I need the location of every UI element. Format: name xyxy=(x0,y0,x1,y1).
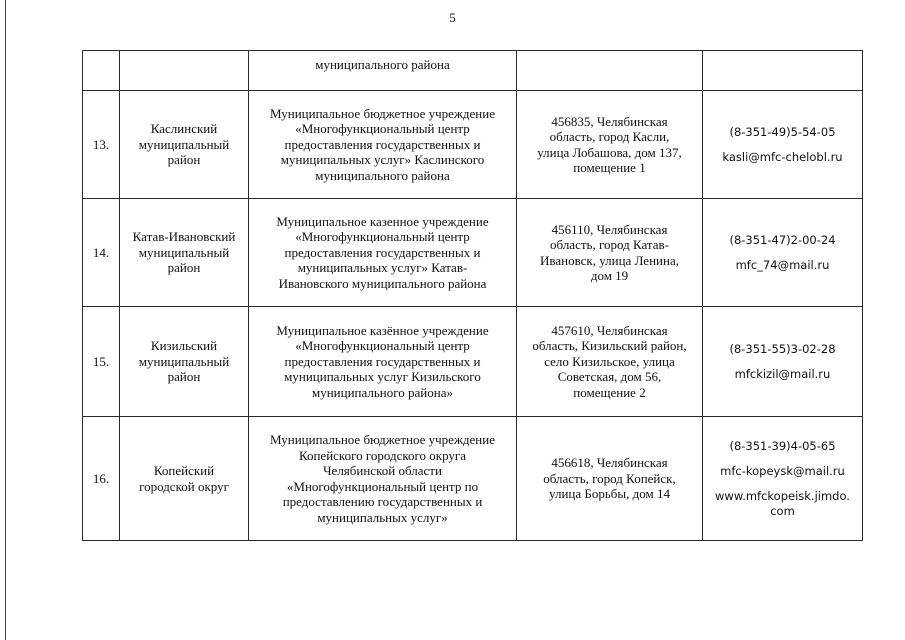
row-number: 15. xyxy=(83,307,120,417)
institution-line: предоставлению государственных и xyxy=(282,494,483,509)
institution-line: муниципального района xyxy=(315,167,450,183)
institution-cell xyxy=(249,91,517,199)
contacts-cell xyxy=(703,307,863,417)
district-line: муниципальный xyxy=(138,136,230,152)
institution-line: Муниципальное казённое учреждение xyxy=(276,322,489,338)
district-line: район xyxy=(167,152,201,168)
address-cell xyxy=(517,199,703,307)
institution-line: Муниципальное бюджетное учреждение xyxy=(270,105,495,121)
institution-line: «Многофункциональный центр xyxy=(295,338,470,354)
address-cell xyxy=(517,91,703,199)
table-row xyxy=(83,417,863,541)
page-number: 5 xyxy=(449,10,456,25)
institution-line: Ивановского муниципального района xyxy=(278,275,487,291)
number-cell xyxy=(83,51,120,91)
address-line: дом 19 xyxy=(590,268,629,283)
institution-line: муниципальных услуг» Катав- xyxy=(297,260,468,276)
district-line: Кизильский xyxy=(150,338,218,354)
address-cell xyxy=(517,51,703,91)
institution-line: Муниципальное казенное учреждение xyxy=(276,213,489,229)
mfc-table xyxy=(82,50,863,541)
address-line: область, город Копейск, xyxy=(543,470,676,486)
institution-line: «Многофункциональный центр xyxy=(295,121,470,137)
district-cell xyxy=(120,417,249,541)
district-cell xyxy=(120,199,249,307)
address-line: помещение 2 xyxy=(573,384,646,400)
table-row-continuation xyxy=(83,51,863,91)
address-line: помещение 1 xyxy=(573,160,646,175)
contacts-cell xyxy=(703,91,863,199)
district-line: район xyxy=(167,369,201,385)
address-line: Ивановск, улица Ленина, xyxy=(540,252,679,268)
address-line: область, город Касли, xyxy=(549,129,670,144)
address-line: 456110, Челябинская xyxy=(551,221,668,237)
institution-line: Челябинской области xyxy=(323,463,442,478)
institution-line: Муниципальное бюджетное учреждение xyxy=(270,432,495,447)
table-row xyxy=(83,307,863,417)
address-line: улица Лобашова, дом 137, xyxy=(537,144,682,160)
contacts-cell xyxy=(703,51,863,91)
institution-line: муниципальных услуг» xyxy=(317,509,448,525)
row-number: 16. xyxy=(83,417,120,541)
district-cell xyxy=(120,91,249,199)
address-line: Советская, дом 56, xyxy=(557,369,662,385)
phone-number: (8-351-47)2-00-24 xyxy=(729,232,836,247)
address-line: село Кизильское, улица xyxy=(544,353,675,369)
website-link-continued[interactable]: com xyxy=(770,503,795,518)
institution-line: предоставления государственных и xyxy=(284,353,481,369)
district-line: Катав-Ивановский xyxy=(132,229,236,245)
institution-line: муниципального района xyxy=(315,57,450,72)
institution-line: «Многофункциональный центр по xyxy=(286,478,479,494)
district-line: муниципальный xyxy=(138,244,230,260)
institution-line: предоставления государственных и xyxy=(284,136,481,152)
district-line: городской округ xyxy=(139,478,229,494)
address-line: 457610, Челябинская xyxy=(551,322,668,338)
page-left-edge-line xyxy=(5,0,6,640)
address-cell xyxy=(517,417,703,541)
institution-cell xyxy=(249,417,517,541)
institution-cell xyxy=(249,51,517,91)
institution-cell xyxy=(249,307,517,417)
address-line: 456618, Челябинская xyxy=(551,455,668,471)
table-row xyxy=(83,199,863,307)
contacts-cell xyxy=(703,417,863,541)
website-link[interactable]: www.mfckopeisk.jimdo. xyxy=(715,488,850,503)
institution-line: муниципальных услуг Кизильского xyxy=(284,369,481,385)
district-line: Каслинский xyxy=(150,121,218,137)
district-cell xyxy=(120,51,249,91)
institution-line: предоставления государственных и xyxy=(284,244,481,260)
address-line: область, Кизильский район, xyxy=(532,338,687,354)
institution-line: «Многофункциональный центр xyxy=(295,229,470,245)
district-line: Копейский xyxy=(153,463,215,478)
institution-line: муниципальных услуг» Каслинского xyxy=(280,152,485,168)
district-line: район xyxy=(167,260,201,276)
district-line: муниципальный xyxy=(138,353,230,369)
email-link[interactable]: kasli@mfc-chelobl.ru xyxy=(722,149,843,164)
email-link[interactable]: mfc_74@mail.ru xyxy=(735,257,830,272)
row-number: 14. xyxy=(83,199,120,307)
phone-number: (8-351-49)5-54-05 xyxy=(729,124,836,139)
institution-line: муниципального района» xyxy=(312,384,453,400)
email-link[interactable]: mfc-kopeysk@mail.ru xyxy=(720,463,845,478)
address-line: 456835, Челябинская xyxy=(551,113,668,129)
table-row xyxy=(83,91,863,199)
row-number: 13. xyxy=(83,91,120,199)
address-line: область, город Катав- xyxy=(550,237,669,252)
address-line: улица Борьбы, дом 14 xyxy=(549,486,670,502)
phone-number: (8-351-39)4-05-65 xyxy=(729,438,836,453)
district-cell xyxy=(120,307,249,417)
institution-line: Копейского городского округа xyxy=(298,447,467,463)
contacts-cell xyxy=(703,199,863,307)
institution-cell xyxy=(249,199,517,307)
address-cell xyxy=(517,307,703,417)
email-link[interactable]: mfckizil@mail.ru xyxy=(734,366,831,381)
phone-number: (8-351-55)3-02-28 xyxy=(729,341,836,356)
